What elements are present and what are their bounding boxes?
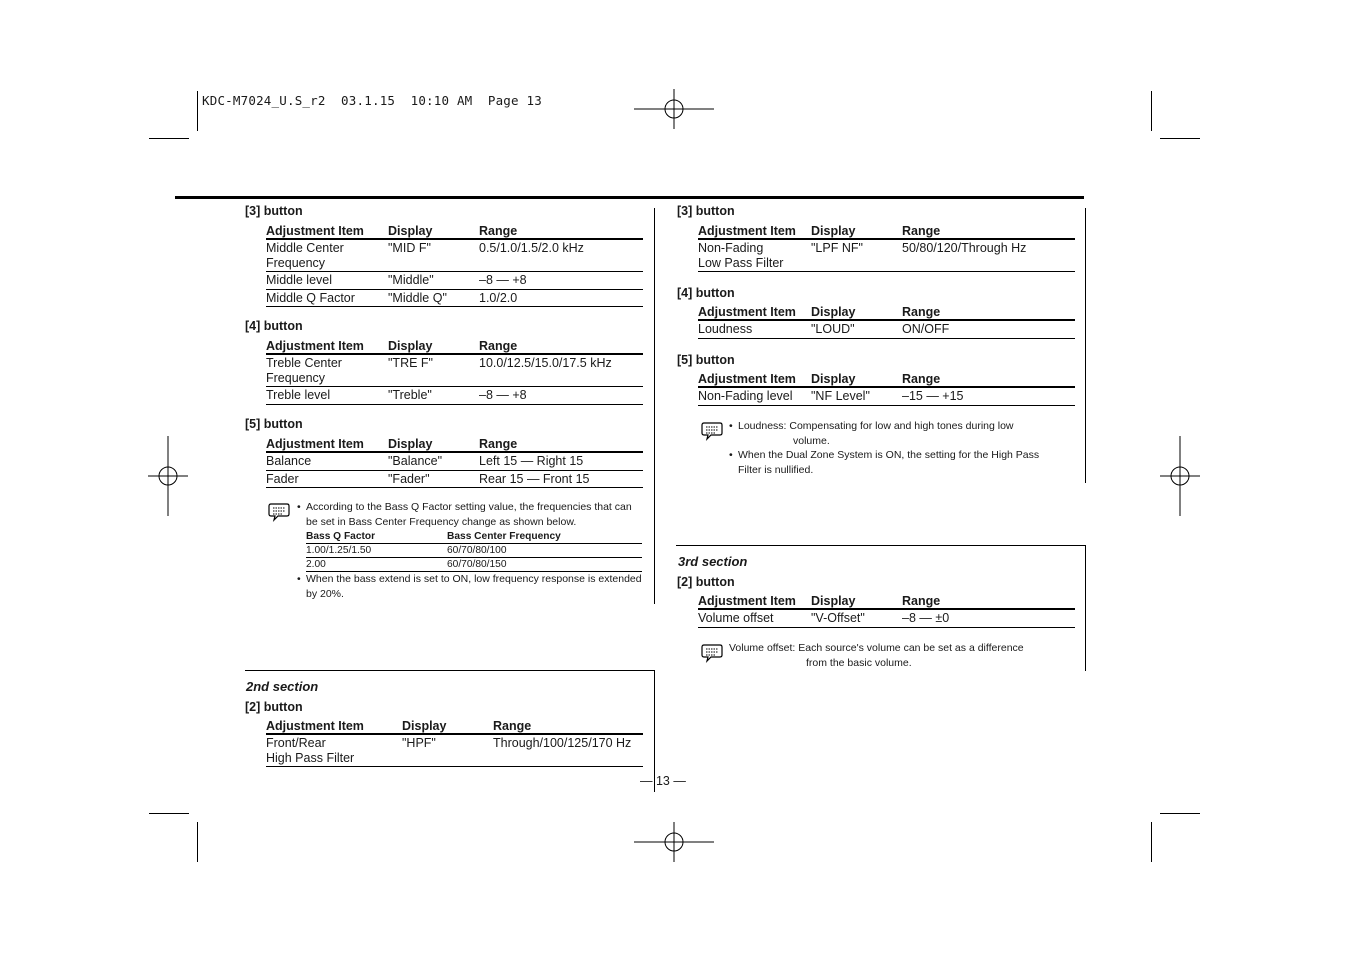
display-value: "HPF" [402,734,493,767]
right-button-5-title: [5] button [677,353,735,367]
crop-mark [197,822,198,862]
bullet: • [297,573,301,585]
column-header-display: Display [388,337,479,354]
display-value: "V-Offset" [811,609,902,627]
display-value: "LOUD" [811,320,902,338]
crop-mark [1160,813,1200,814]
right-button-4-table [698,303,1075,339]
crop-mark [149,813,189,814]
range-value: 10.0/12.5/15.0/17.5 kHz [479,354,643,387]
crop-mark [149,138,189,139]
page-number: — 13 — [640,774,686,788]
table-row [266,387,643,405]
column-header-display: Display [811,370,902,387]
note-icon [701,643,723,663]
column-header-range: Range [902,303,1075,320]
note-text: When the Dual Zone System is ON, the setting for the High Pass [738,449,1040,461]
note-text: When the bass extend is set to ON, low frequency response is extended by 20%. [306,573,642,600]
adjustment-item: Loudness [698,320,811,338]
column-header-display: Display [811,303,902,320]
range-value: –8 — +8 [479,272,643,290]
range-value: –8 — ±0 [902,609,1075,627]
adjustment-item: Treble Center Frequency [266,354,388,387]
table-row [698,320,1075,338]
table-row [306,544,642,558]
display-value: "MID F" [388,239,479,272]
section-3-table [698,592,1075,628]
column-header-item: Adjustment Item [266,222,388,239]
note-icon [268,502,290,522]
note-text: from the basic volume. [806,656,912,669]
section-rule [245,670,655,671]
table-row [266,452,643,470]
sub-header-frequency: Bass Center Frequency [447,530,642,544]
table-row [266,289,643,307]
button-5-table [266,435,643,488]
registration-mark-icon [634,89,714,129]
display-value: "TRE F" [388,354,479,387]
column-header-range: Range [479,435,643,452]
adjustment-item: Volume offset [698,609,811,627]
table-row [266,470,643,488]
column-header-display: Display [388,222,479,239]
frequency-value: 60/70/80/150 [447,558,642,572]
range-value: 50/80/120/Through Hz [902,239,1075,272]
adjustment-item: Treble level [266,387,388,405]
crop-mark [197,91,198,131]
button-3-table [266,222,643,307]
table-row [698,387,1075,405]
registration-mark-icon [148,436,188,516]
crop-mark [1151,822,1152,862]
section-3-title: 3rd section [678,554,748,569]
display-value: "Fader" [388,470,479,488]
column-header-range: Range [479,222,643,239]
table-row [266,272,643,290]
column-header-item: Adjustment Item [266,435,388,452]
column-header-range: Range [902,222,1075,239]
right-button-3-title: [3] button [677,204,735,218]
bass-frequency-table [306,530,642,572]
range-value: Rear 15 — Front 15 [479,470,643,488]
column-divider [654,208,655,604]
column-header-range: Range [902,592,1075,609]
column-header-item: Adjustment Item [698,592,811,609]
table-row [266,239,643,272]
adjustment-item: Non-Fading level [698,387,811,405]
print-info: KDC-M7024_U.S_r2 03.1.15 10:10 AM Page 13 [202,93,542,108]
column-header-range: Range [493,717,643,734]
adjustment-item: Middle Center Frequency [266,239,388,272]
sub-header-q-factor: Bass Q Factor [306,530,447,544]
section-rule [676,545,1086,546]
column-header-item: Adjustment Item [266,337,388,354]
display-value: "NF Level" [811,387,902,405]
range-value: –15 — +15 [902,387,1075,405]
registration-mark-icon [1160,436,1200,516]
crop-mark [1160,138,1200,139]
left-note [297,500,643,601]
table-row [306,558,642,572]
note-text: Volume offset: Each source's volume can be set as a difference [729,642,1024,654]
range-value: 1.0/2.0 [479,289,643,307]
section-2-title: 2nd section [246,679,319,694]
display-value: "LPF NF" [811,239,902,272]
table-row [266,734,643,767]
column-header-item: Adjustment Item [698,303,811,320]
section-3-note [729,641,1074,670]
column-header-display: Display [402,717,493,734]
bullet: • [729,449,733,461]
right-button-4-title: [4] button [677,286,735,300]
table-row [698,609,1075,627]
range-value: ON/OFF [902,320,1075,338]
column-header-item: Adjustment Item [266,717,402,734]
q-factor-value: 1.00/1.25/1.50 [306,544,447,558]
column-header-range: Range [479,337,643,354]
column-header-display: Display [388,435,479,452]
right-button-5-table [698,370,1075,406]
display-value: "Treble" [388,387,479,405]
q-factor-value: 2.00 [306,558,447,572]
table-row [266,354,643,387]
right-button-3-table [698,222,1075,272]
bullet: • [297,501,301,513]
registration-mark-icon [634,822,714,862]
display-value: "Balance" [388,452,479,470]
adjustment-item: Non-Fading Low Pass Filter [698,239,811,272]
adjustment-item: Middle level [266,272,388,290]
range-value: Left 15 — Right 15 [479,452,643,470]
section-3-button-title: [2] button [677,575,735,589]
section-divider [1085,545,1086,671]
note-text: According to the Bass Q Factor setting value, the frequencies that can be set in Bass Center Frequency change as shown below. [306,501,632,528]
adjustment-item: Fader [266,470,388,488]
section-2-button-title: [2] button [245,700,303,714]
adjustment-item: Middle Q Factor [266,289,388,307]
column-header-item: Adjustment Item [698,222,811,239]
range-value: Through/100/125/170 Hz [493,734,643,767]
column-divider [1085,208,1086,483]
column-header-display: Display [811,222,902,239]
bullet: • [729,420,733,432]
button-4-table [266,337,643,405]
range-value: 0.5/1.0/1.5/2.0 kHz [479,239,643,272]
frequency-value: 60/70/80/100 [447,544,642,558]
note-text: volume. [793,434,830,447]
column-header-display: Display [811,592,902,609]
button-5-title: [5] button [245,417,303,431]
table-row [698,239,1075,272]
display-value: "Middle Q" [388,289,479,307]
section-2-table [266,717,643,767]
note-text: Loudness: Compensating for low and high tones during low [738,420,1014,432]
display-value: "Middle" [388,272,479,290]
button-4-title: [4] button [245,319,303,333]
top-rule [175,196,1084,199]
button-3-title: [3] button [245,204,303,218]
range-value: –8 — +8 [479,387,643,405]
note-text: Filter is nullified. [738,463,814,476]
crop-mark [1151,91,1152,131]
note-icon [701,421,723,441]
right-note [729,419,1074,477]
column-header-item: Adjustment Item [698,370,811,387]
adjustment-item: Front/Rear High Pass Filter [266,734,402,767]
adjustment-item: Balance [266,452,388,470]
column-header-range: Range [902,370,1075,387]
